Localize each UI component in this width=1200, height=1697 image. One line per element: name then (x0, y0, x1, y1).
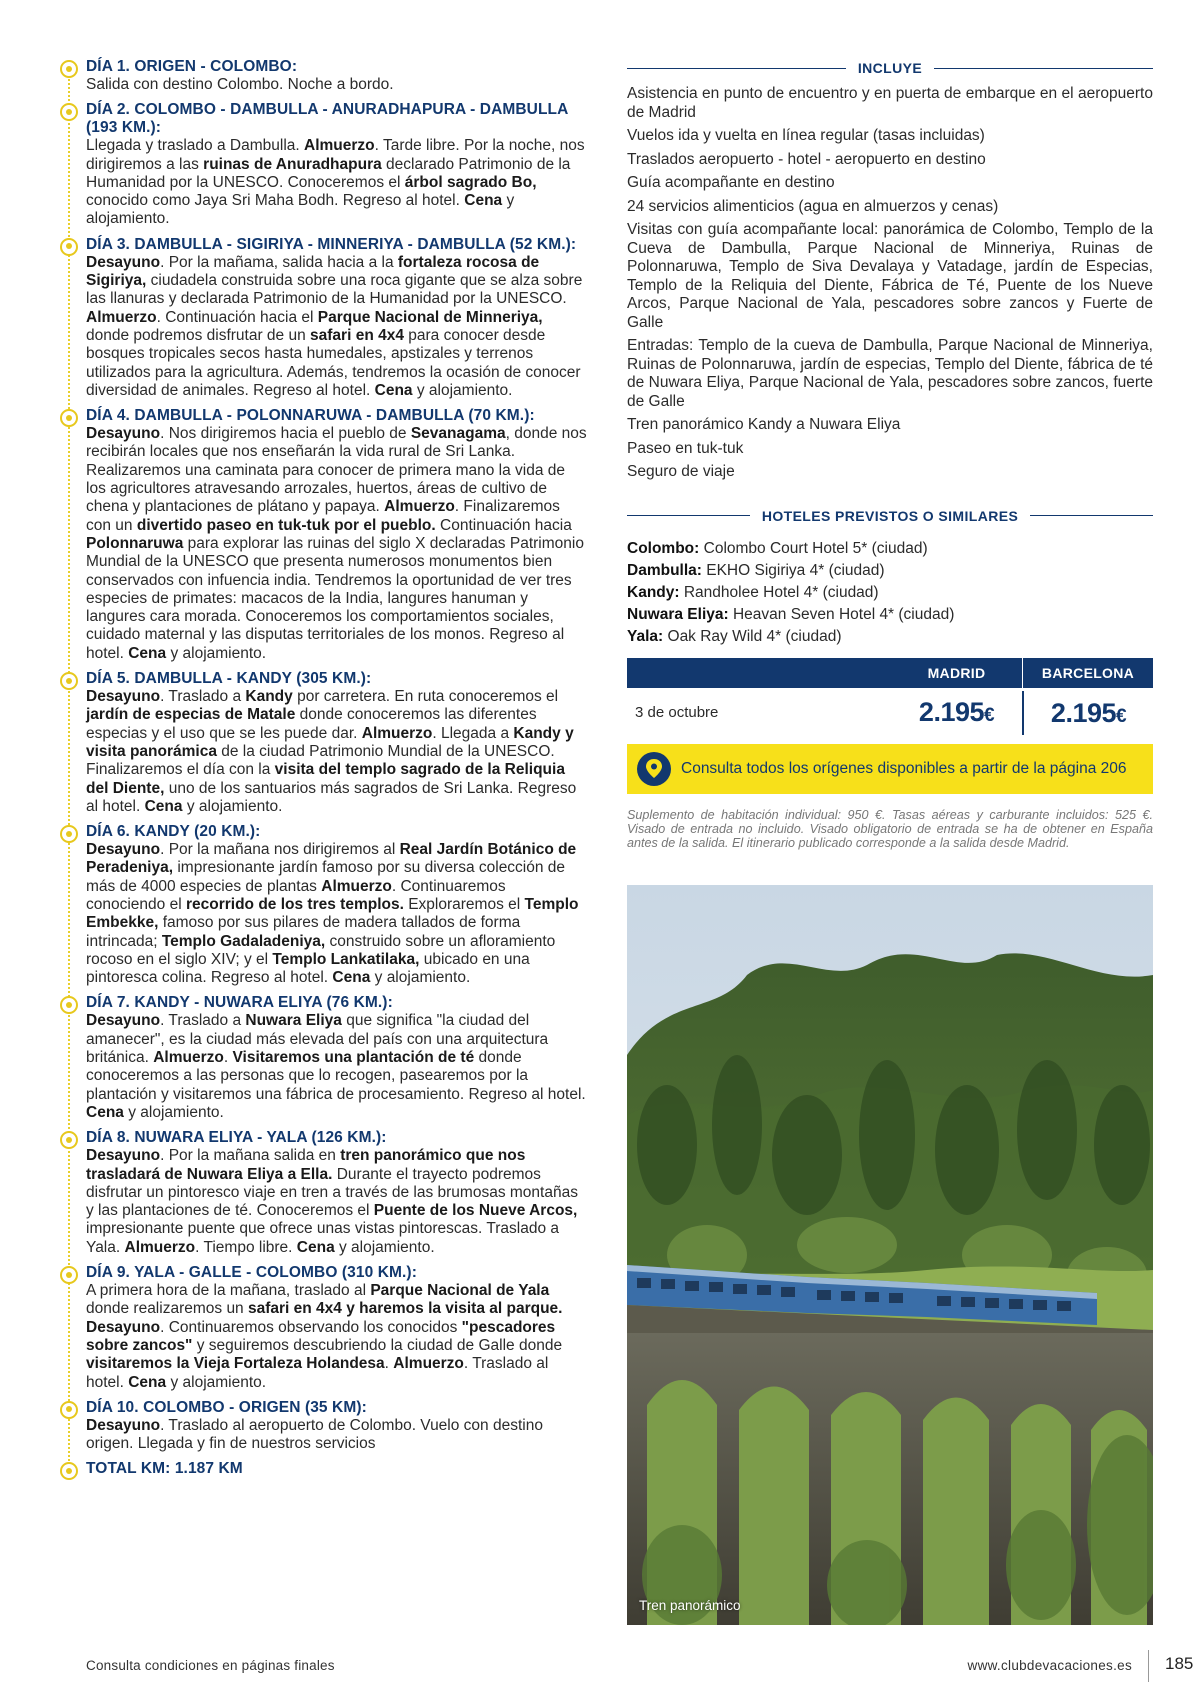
hotels-heading-label: HOTELES PREVISTOS O SIMILARES (761, 507, 1019, 524)
hotel-item: Kandy: Randholee Hotel 4* (ciudad) (627, 583, 879, 601)
includes-heading (627, 58, 1153, 78)
day-description: Salida con destino Colombo. Noche a bordo. (86, 76, 394, 93)
col-barcelona: BARCELONA (1022, 658, 1153, 688)
day-title: DÍA 5. DAMBULLA - KANDY (305 KM.): (86, 670, 372, 688)
itinerary-day (58, 236, 588, 400)
day-description: Desayuno. Nos dirigiremos hacia el pueblo de Sevanagama, donde nos recibirán locales que nos enseñarán la vida rural de Sri Lanka. Realizaremos una caminata para conocer de primera mano la vida de los agricultores atravesando arrozales, huertos, áreas de cultivo de chena y plantaciones de plátano y papaya. Almuerzo. Finalizaremos con un divertido paseo en tuk-tuk por el pueblo. Continuación hacia Polonnaruwa para explorar las ruinas del siglo X declaradas Patrimonio Mundial de la UNESCO que presenta numerosos monumentos bien conservados con infuencia india. Tendremos la oportunidad de ver tres especies de primates: macacos de la India, langures hanuman y langures cara morada. Conoceremos los comportamientos sociales, cuidado maternal y las disputas territoriales de los monos. Regreso al hotel. Cena y alojamiento. (86, 425, 587, 662)
bullet-icon (60, 825, 78, 843)
heading-rule (1030, 515, 1153, 516)
includes-item: Asistencia en punto de encuentro y en puerta de embarque en el aeropuerto de Madrid (627, 85, 1153, 121)
day-title: DÍA 9. YALA - GALLE - COLOMBO (310 KM.): (86, 1264, 417, 1282)
itinerary-day (58, 407, 588, 663)
includes-item: 24 servicios alimenticios (agua en almuerzos y cenas) (627, 197, 999, 215)
price-table-header (627, 658, 1153, 688)
footer-divider (1148, 1650, 1149, 1682)
hotel-item: Colombo: Colombo Court Hotel 5* (ciudad) (627, 539, 928, 557)
bullet-icon (60, 409, 78, 427)
hotel-item: Dambulla: EKHO Sigiriya 4* (ciudad) (627, 561, 885, 579)
origins-banner[interactable] (627, 744, 1153, 794)
day-title: DÍA 4. DAMBULLA - POLONNARUWA - DAMBULLA (70 KM.): (86, 407, 535, 425)
includes-item: Guía acompañante en destino (627, 174, 835, 191)
bullet-icon (60, 60, 78, 78)
supplement-note: Suplemento de habitación individual: 950 €. Tasas aéreas y carburante incluidos: 525 €. Visado de entrada no incluido. Visado obligatorio de entrada se ha de obtener en España antes de la salida. El itinerario publicado corresponde a la salida desde Madrid. (627, 807, 1153, 850)
includes-item: Vuelos ida y vuelta en línea regular (tasas incluidas) (627, 127, 985, 144)
itinerary-day (58, 58, 588, 94)
bullet-icon (60, 996, 78, 1014)
price-row (627, 688, 1153, 738)
itinerary-day (58, 994, 588, 1122)
day-title: DÍA 3. DAMBULLA - SIGIRIYA - MINNERIYA - DAMBULLA (52 KM.): (86, 235, 577, 253)
day-description: Desayuno. Traslado a Nuwara Eliya que significa "la ciudad del amanecer", es la ciudad más elevada del país con una arquitectura británica. Almuerzo. Visitaremos una plantación de té donde conoceremos a las personas que lo recogen, pasearemos por la plantación y visitaremos una fábrica de procesamiento. Regreso al hotel. Cena y alojamiento. (86, 1012, 586, 1121)
day-description: Desayuno. Por la mañana nos dirigiremos al Real Jardín Botánico de Peradeniya, impresionante jardín famoso por su diversa colección de más de 4000 especies de plantas Almuerzo. Continuaremos conociendo el recorrido de los tres templos. Exploraremos el Templo Embekke, famoso por sus pilares de madera tallados de forma intrincada; Templo Gadaladeniya, construido sobre un afloramiento rocoso en el siglo XIV; y el Templo Lankatilaka, ubicado en una pintoresca colina. Regreso al hotel. Cena y alojamiento. (86, 841, 579, 987)
day-title: DÍA 7. KANDY - NUWARA ELIYA (76 KM.): (86, 994, 393, 1012)
itinerary-day (58, 101, 588, 228)
map-pin-icon (637, 752, 671, 786)
includes-item: Paseo en tuk-tuk (627, 439, 744, 457)
day-title: DÍA 2. COLOMBO - DAMBULLA - ANURADHAPURA - DAMBULLA (193 KM.): (86, 101, 568, 137)
total-km-label: TOTAL KM: 1.187 KM (86, 1460, 243, 1478)
train-bridge-photo (627, 885, 1153, 1625)
heading-rule (627, 515, 750, 516)
itinerary-day (58, 1129, 588, 1257)
heading-rule (627, 68, 846, 69)
bullet-icon (60, 1131, 78, 1149)
departure-date: 3 de octubre (635, 704, 719, 721)
day-title: DÍA 1. ORIGEN - COLOMBO: (86, 58, 298, 75)
hotels-heading (627, 506, 1153, 526)
footer-conditions: Consulta condiciones en páginas finales (86, 1658, 335, 1673)
price-madrid: 2.195€ (918, 697, 995, 727)
price-table (627, 658, 1153, 738)
total-km (58, 1460, 588, 1478)
day-description: Desayuno. Traslado al aeropuerto de Colombo. Vuelo con destino origen. Llegada y fin de nuestros servicios (86, 1416, 543, 1453)
day-title: DÍA 8. NUWARA ELIYA - YALA (126 KM.): (86, 1129, 387, 1147)
day-title: DÍA 10. COLOMBO - ORIGEN (35 KM): (86, 1398, 367, 1416)
day-description: Desayuno. Traslado a Kandy por carretera. En ruta conoceremos el jardín de especias de Matale donde conoceremos las diferentes especias y el uso que se les puede dar. Almuerzo. Llegada a Kandy y visita panorámica de la ciudad Patrimonio Mundial de la UNESCO. Finalizaremos el día con la visita del templo sagrado de la Reliquia del Diente, uno de los santuarios más sagrados de Sri Lanka. Regreso al hotel. Cena y alojamiento. (86, 688, 577, 815)
info-column (627, 58, 1153, 850)
photo-caption: Tren panorámico (639, 1598, 741, 1613)
includes-item: Visitas con guía acompañante local: panorámica de Colombo, Templo de la Cueva de Dambulla, Parque Nacional de Minneriya, Ruinas de Polonnaruwa, Templo de Siva Devalaya y Vatadage, jardín de Especias, Templo de la Reliquia del Diente, Fábrica de Té, Puente de los Nueve Arcos, Parque Nacional de Yala, pescadores sobre zancos y Fuerte de Galle (627, 221, 1153, 331)
includes-heading-label: INCLUYE (857, 60, 923, 76)
bullet-icon (60, 1266, 78, 1284)
bullet-icon (60, 238, 78, 256)
page-number: 185 (1165, 1654, 1194, 1673)
day-title: DÍA 6. KANDY (20 KM.): (86, 823, 261, 841)
hotel-item: Nuwara Eliya: Heavan Seven Hotel 4* (ciudad) (627, 605, 955, 623)
includes-item: Entradas: Templo de la cueva de Dambulla, Parque Nacional de Minneriya, Ruinas de Polonnaruwa, jardín de especias, Templo del Diente, fábrica de té de Nuwara Eliya, Parque Nacional de Yala, pescadores sobre zancos, fuerte de Galle (627, 337, 1153, 410)
bullet-icon (60, 1401, 78, 1419)
includes-item: Seguro de viaje (627, 463, 735, 480)
hotels-list (627, 538, 1153, 648)
day-description: Llegada y traslado a Dambulla. Almuerzo. Tarde libre. Por la noche, nos dirigiremos a las ruinas de Anuradhapura declarado Patrimonio de la Humanidad por la UNESCO. Conoceremos el árbol sagrado Bo, conocido como Jaya Sri Maha Bodh. Regreso al hotel. Cena y alojamiento. (86, 137, 585, 228)
day-description: Desayuno. Por la mañama, salida hacia a la fortaleza rocosa de Sigiriya, ciudadela construida sobre una roca gigante que se alza sobre las llanuras y declarada Patrimonio de la Humanidad por la UNESCO. Almuerzo. Continuación hacia el Parque Nacional de Minneriya, donde podremos disfrutar de un safari en 4x4 para conocer desde bosques tropicales secos hasta humedales, apstizales y terrenos utilizados para la agricultura. Además, tendremos la ocasión de conocer diversidad de animales. Regreso al hotel. Cena y alojamiento. (86, 253, 583, 399)
price-barcelona: 2.195€ (1022, 691, 1153, 735)
footer-url[interactable]: www.clubdevacaciones.es (967, 1658, 1132, 1673)
includes-item: Traslados aeropuerto - hotel - aeropuerto en destino (627, 150, 986, 168)
includes-item: Tren panorámico Kandy a Nuwara Eliya (627, 416, 901, 433)
bullet-icon (60, 103, 78, 121)
bullet-icon (60, 672, 78, 690)
heading-rule (934, 68, 1153, 69)
bullet-icon (60, 1462, 78, 1480)
itinerary-day (58, 823, 588, 987)
hotel-item: Yala: Oak Ray Wild 4* (ciudad) (627, 627, 842, 645)
itinerary-day (58, 670, 588, 816)
origins-banner-text: Consulta todos los orígenes disponibles a partir de la página 206 (681, 759, 1127, 777)
itinerary-day (58, 1399, 588, 1454)
day-description: Desayuno. Por la mañana salida en tren panorámico que nos trasladará de Nuwara Eliya a Ella. Durante el trayecto podremos disfrutar un pintoresco viaje en tren a través de las brumosas montañas y las plantaciones de té. Conoceremos el Puente de los Nueve Arcos, impresionante puente que ofrece unas vistas pintorescas. Traslado a Yala. Almuerzo. Tiempo libre. Cena y alojamiento. (86, 1147, 578, 1256)
col-madrid: MADRID (927, 664, 986, 681)
itinerary-day (58, 1264, 588, 1392)
itinerary (58, 58, 588, 1485)
includes-list (627, 85, 1153, 482)
day-description: A primera hora de la mañana, traslado al Parque Nacional de Yala donde realizaremos un safari en 4x4 y haremos la visita al parque. Desayuno. Continuaremos observando los conocidos "pescadores sobre zancos" y seguiremos descubriendo la ciudad de Galle donde visitaremos la Vieja Fortaleza Holandesa. Almuerzo. Traslado al hotel. Cena y alojamiento. (86, 1282, 563, 1391)
